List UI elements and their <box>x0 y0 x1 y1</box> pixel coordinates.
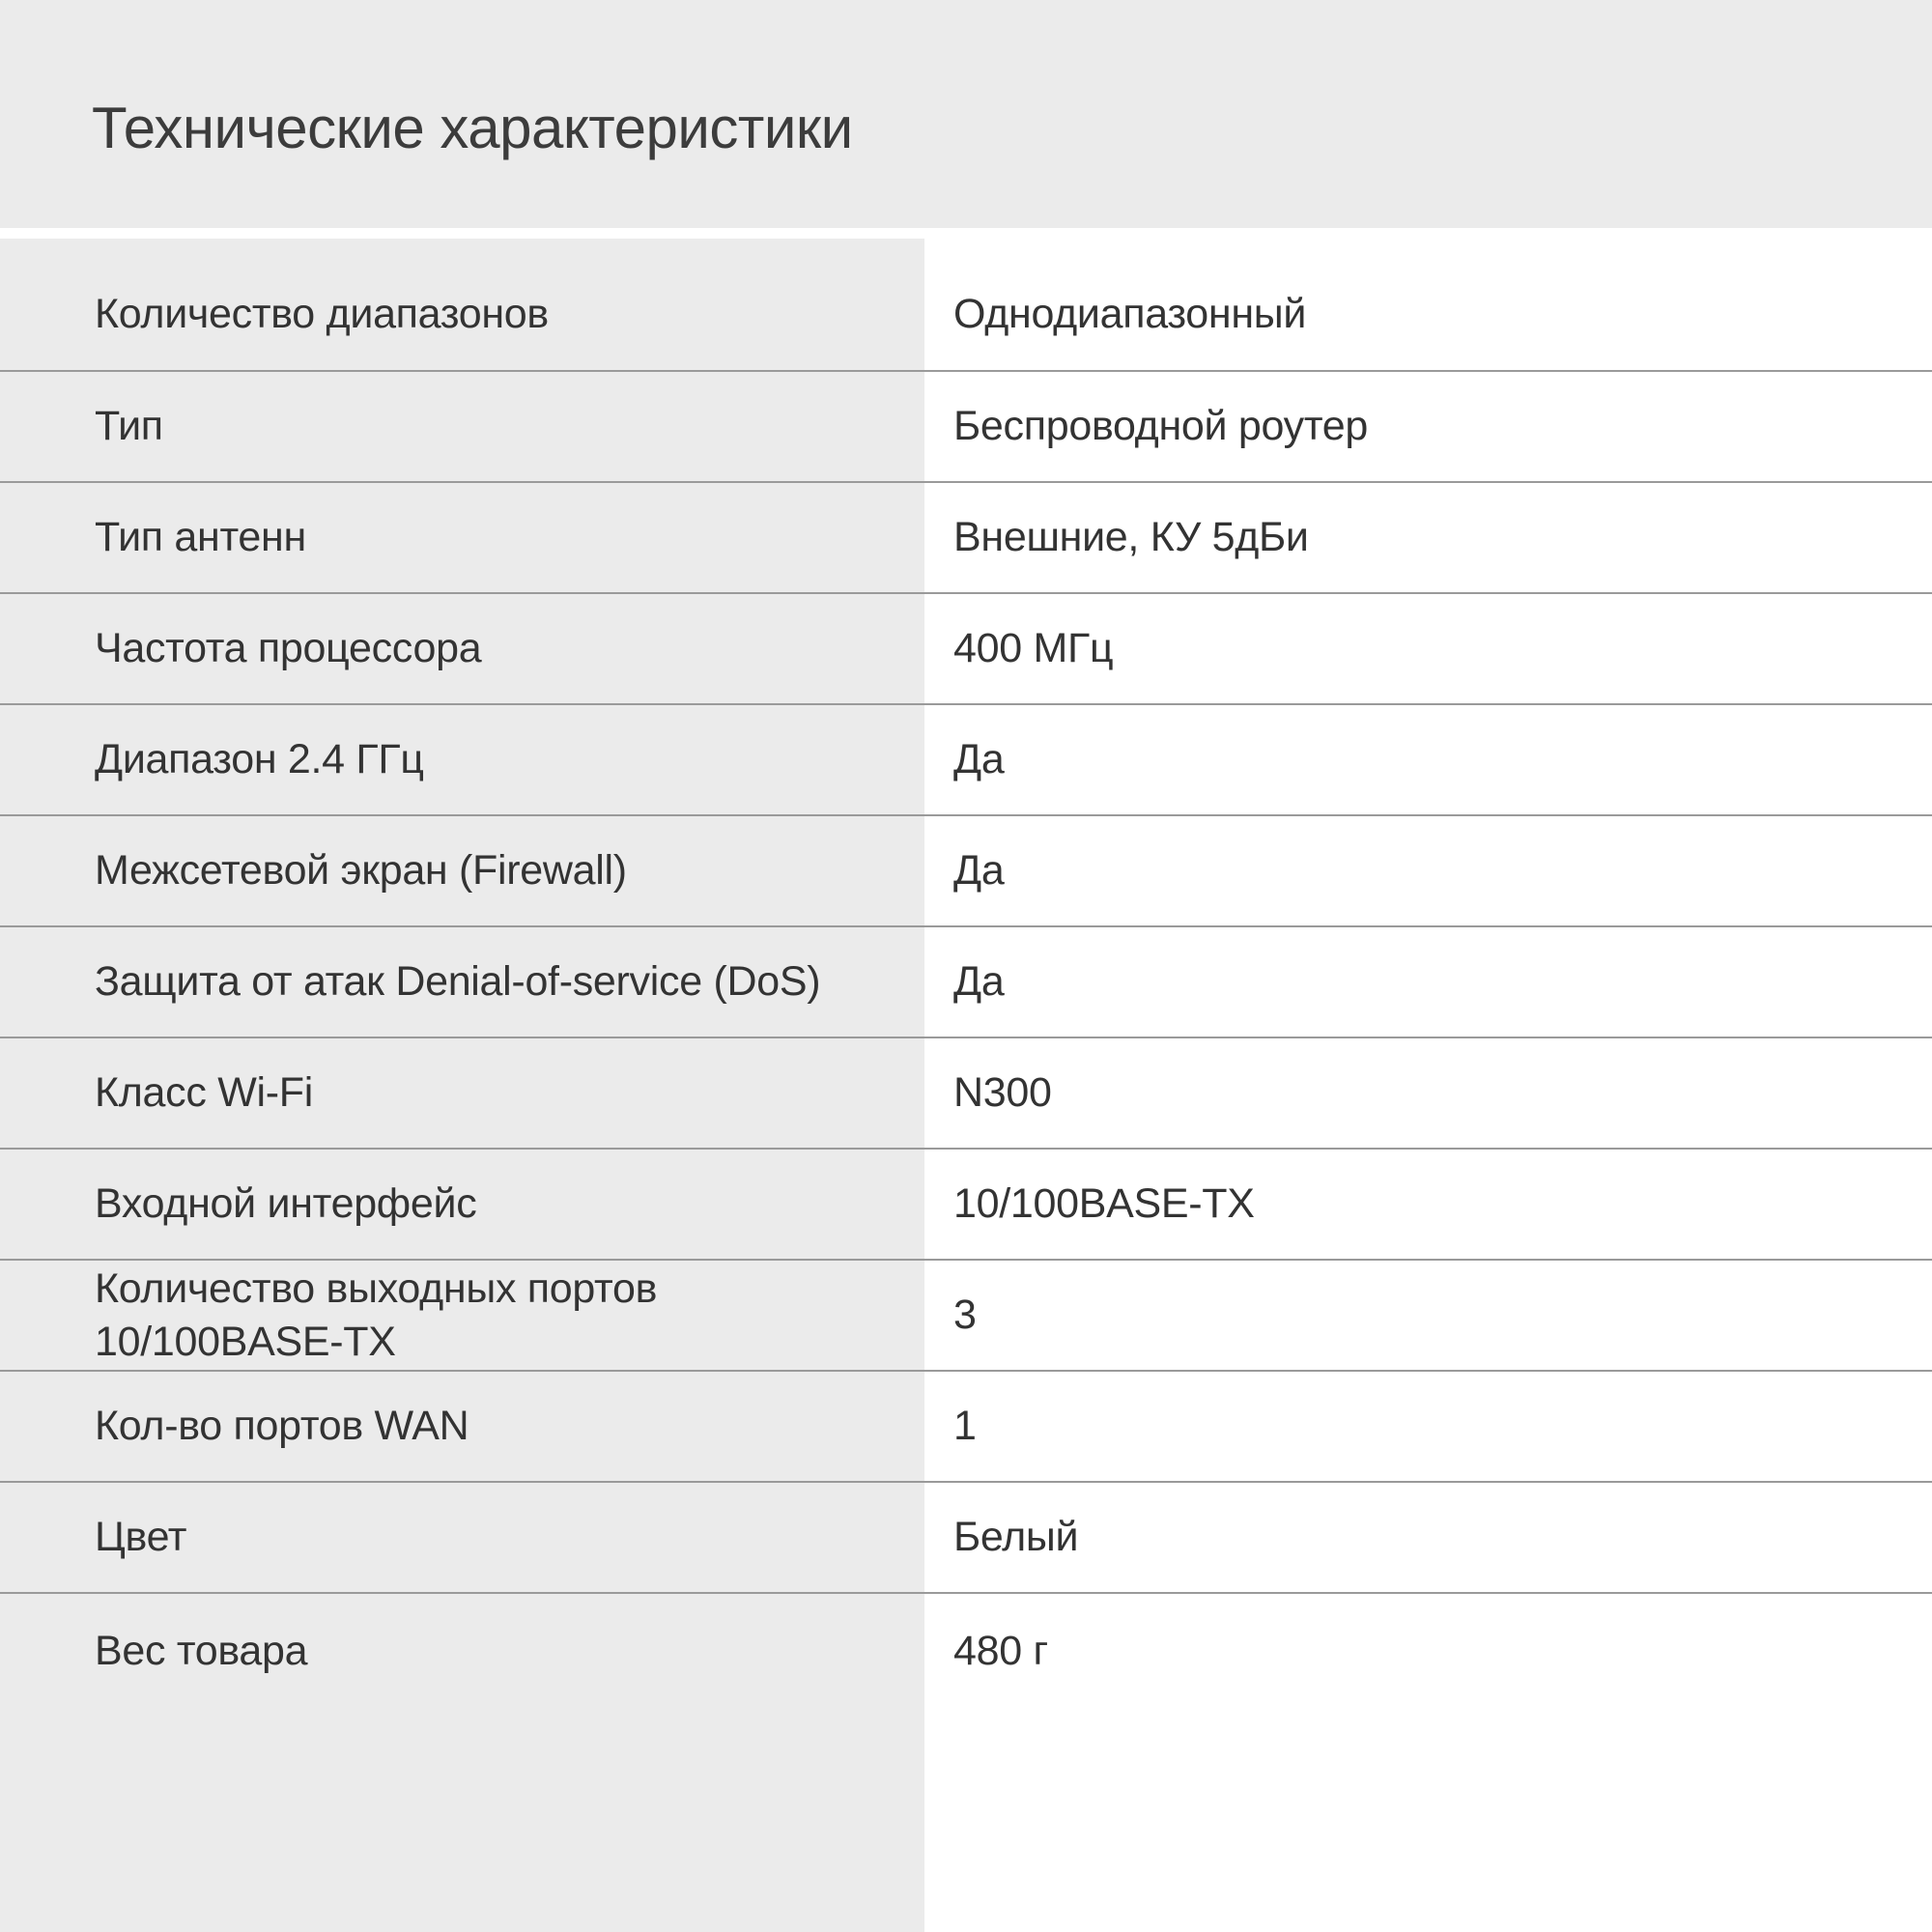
spec-row <box>0 239 1932 370</box>
spec-value: 1 <box>924 1372 1932 1481</box>
spec-label: Класс Wi-Fi <box>0 1038 924 1148</box>
spec-label: Частота процессора <box>0 594 924 703</box>
page-title: Технические характеристики <box>92 95 853 160</box>
spec-label: Тип антенн <box>0 483 924 592</box>
spec-value: 10/100BASE-TX <box>924 1150 1932 1259</box>
spec-row <box>0 925 1932 1037</box>
spec-row <box>0 592 1932 703</box>
spec-row <box>0 1481 1932 1592</box>
spec-row <box>0 1592 1932 1932</box>
specs-header <box>0 0 1932 228</box>
header-divider-gap <box>0 228 1932 239</box>
spec-label: Защита от атак Denial-of-service (DoS) <box>0 927 924 1037</box>
spec-value: 400 МГц <box>924 594 1932 703</box>
spec-row <box>0 1148 1932 1259</box>
spec-label: Тип <box>0 372 924 481</box>
spec-value: 3 <box>924 1261 1932 1370</box>
spec-value: N300 <box>924 1038 1932 1148</box>
spec-row <box>0 703 1932 814</box>
spec-label: Диапазон 2.4 ГГц <box>0 705 924 814</box>
spec-value: Белый <box>924 1483 1932 1592</box>
specs-table <box>0 239 1932 1932</box>
spec-value: Да <box>924 816 1932 925</box>
spec-label: Межсетевой экран (Firewall) <box>0 816 924 925</box>
spec-value: Беспроводной роутер <box>924 372 1932 481</box>
spec-value: Да <box>924 927 1932 1037</box>
spec-value: Да <box>924 705 1932 814</box>
spec-label: Кол-во портов WAN <box>0 1372 924 1481</box>
spec-row <box>0 814 1932 925</box>
spec-value: 480 г <box>924 1594 1932 1932</box>
spec-row <box>0 481 1932 592</box>
spec-row <box>0 1037 1932 1148</box>
spec-label: Количество диапазонов <box>0 239 924 370</box>
spec-value: Однодиапазонный <box>924 239 1932 370</box>
spec-row <box>0 1259 1932 1370</box>
spec-label: Вес товара <box>0 1594 924 1932</box>
spec-row <box>0 1370 1932 1481</box>
spec-value: Внешние, КУ 5дБи <box>924 483 1932 592</box>
spec-label: Входной интерфейс <box>0 1150 924 1259</box>
spec-label: Количество выходных портов 10/100BASE-TX <box>0 1261 924 1370</box>
spec-label: Цвет <box>0 1483 924 1592</box>
spec-row <box>0 370 1932 481</box>
